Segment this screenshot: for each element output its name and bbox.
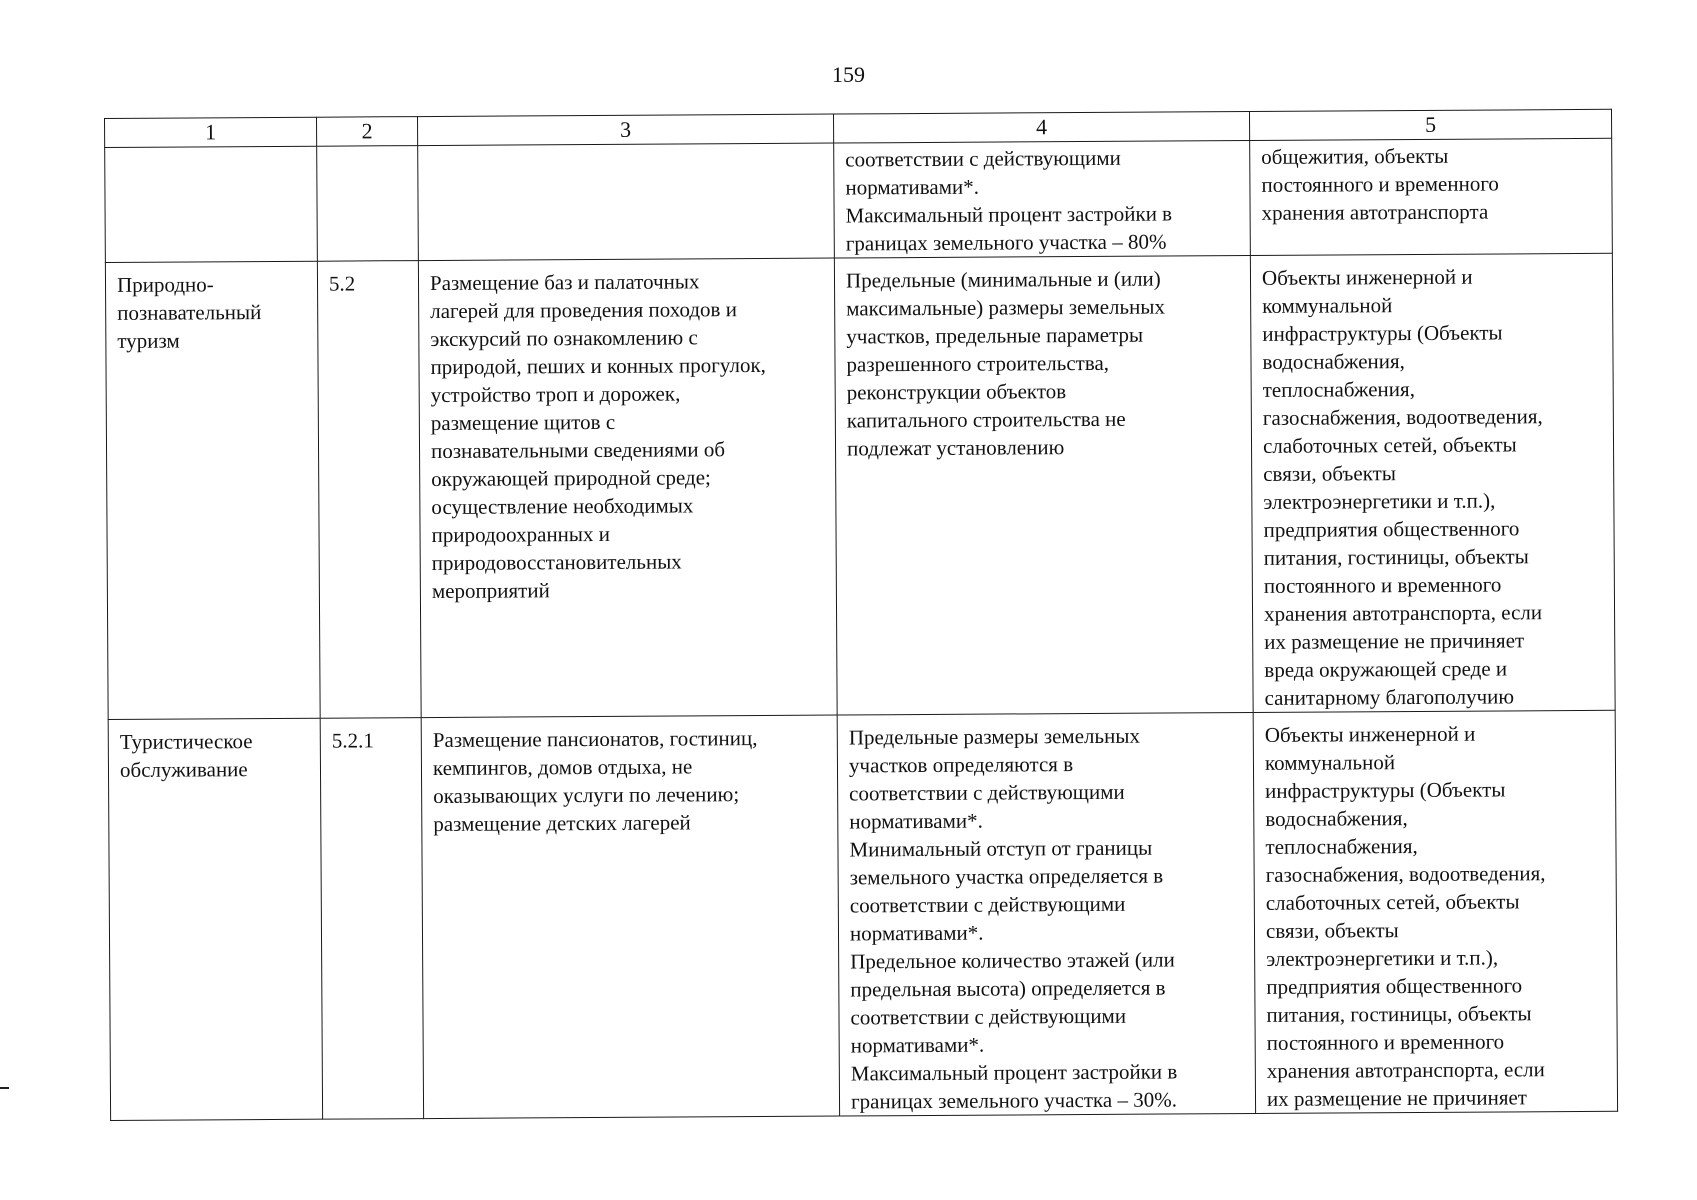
use-type-name-cell: [105, 146, 318, 262]
use-type-name-cell: Природно- познавательный туризм: [105, 261, 320, 719]
column-header: 4: [833, 112, 1249, 144]
table-row: [108, 710, 1617, 1120]
parameters-cell: Предельные размеры земельных участков определяются в соответствии с действующими нормативами*. Минимальный отступ от границы земельного участка определяется в соответствии с действующими нормативами*. Предельное количество этажей (или предельная высота) определяется в соответствии с действующими нормативами*. Максимальный процент застройки в границах земельного участка – 30%.: [837, 712, 1255, 1116]
use-description-cell: [418, 143, 835, 261]
parameters-cell: Предельные (минимальные и (или) максимальные) размеры земельных участков, предельные параметры разрешенного строительства, реконструкции объектов капитального строительства не подлежат установлению: [834, 255, 1253, 715]
column-header: 1: [105, 117, 317, 147]
auxiliary-objects-cell: Объекты инженерной и коммунальной инфраструктуры (Объекты водоснабжения, теплоснабжения, газоснабжения, водоотведения, слаботочных сетей, объекты связи, объекты электроэнергетики и т.п.), предприятия общественного питания, гостиницы, объекты постоянного и временного хранения автотранспорта, если их размещение не причиняет вреда окружающей среде и санитарному благополучию: [1250, 253, 1615, 712]
table-row: [105, 138, 1613, 262]
use-type-name-cell: Туристическое обслуживание: [108, 718, 322, 1120]
auxiliary-objects-cell: Объекты инженерной и коммунальной инфраструктуры (Объекты водоснабжения, теплоснабжения, газоснабжения, водоотведения, слаботочных сетей, объекты связи, объекты электроэнергетики и т.п.), предприятия общественного питания, гостиницы, объекты постоянного и временного хранения автотранспорта, если их размещение не причиняет: [1253, 710, 1617, 1113]
use-description-cell: Размещение пансионатов, гостиниц, кемпингов, домов отдыха, не оказывающих услуги по лечению; размещение детских лагерей: [421, 715, 839, 1119]
use-type-code-cell: 5.2.1: [320, 718, 423, 1120]
page-number: 159: [832, 62, 865, 87]
auxiliary-objects-cell: общежития, объекты постоянного и временного хранения автотранспорта: [1250, 138, 1613, 255]
use-description-cell: Размещение баз и палаточных лагерей для проведения походов и экскурсий по ознакомлению с природой, пеших и конных прогулок, устройство троп и дорожек, размещение щитов с познавательными сведениями об окружающей природной среде; осуществление необходимых природоохранных и природовосстановительных мероприятий: [418, 258, 837, 718]
column-header: 5: [1249, 109, 1611, 140]
table-row: [105, 253, 1615, 719]
zoning-table: [104, 109, 1618, 1121]
column-header: 3: [417, 114, 833, 146]
column-header: 2: [316, 117, 417, 147]
use-type-code-cell: 5.2: [317, 261, 421, 719]
parameters-cell: соответствии с действующими нормативами*. Максимальный процент застройки в границах земельного участка – 80%: [834, 141, 1251, 259]
use-type-code-cell: [317, 146, 419, 262]
margin-mark: [0, 1087, 9, 1089]
document-table-container: [104, 109, 1617, 1121]
